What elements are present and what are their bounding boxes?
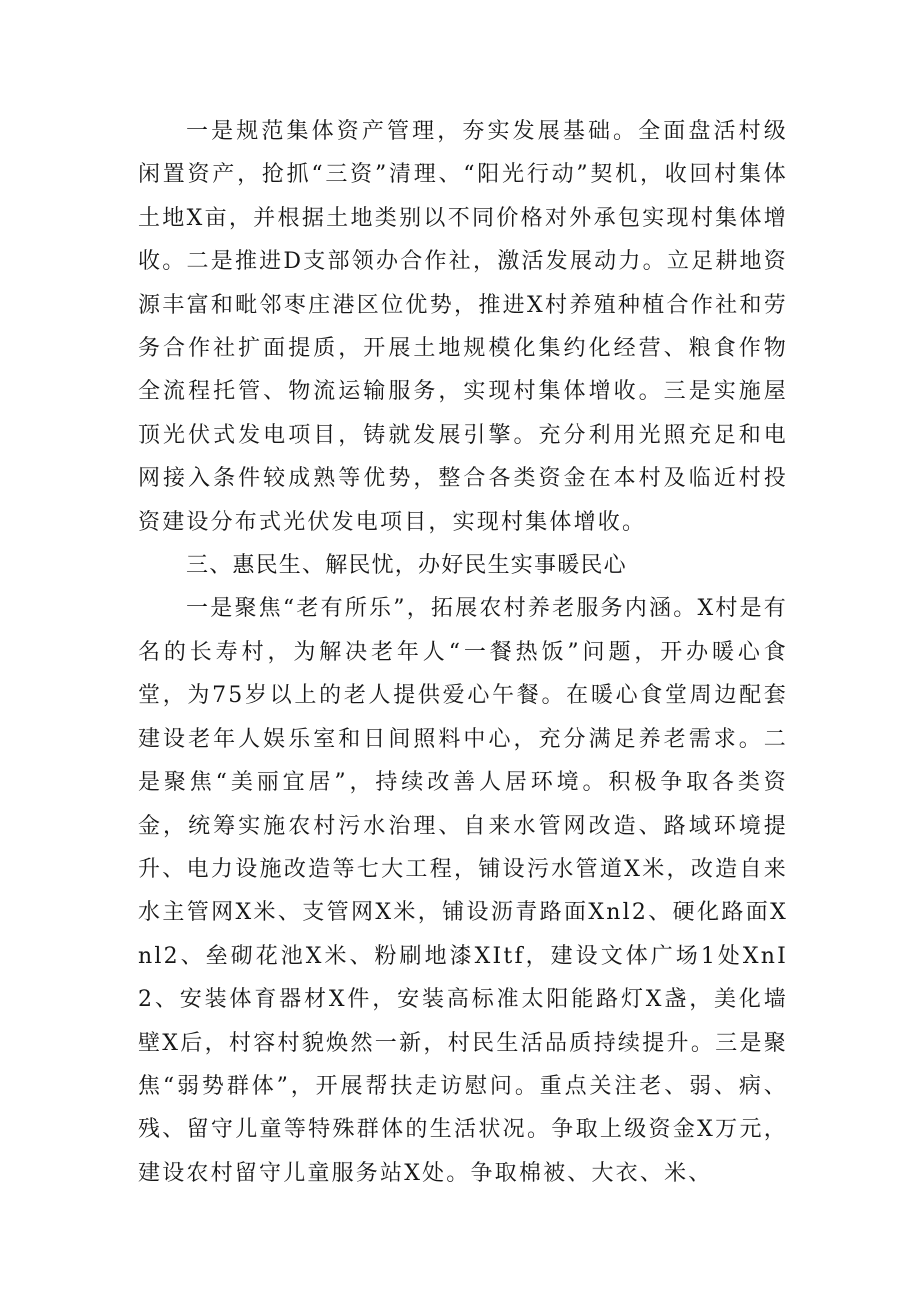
body-paragraph-collective-economy: 一是规范集体资产管理，夯实发展基础。全面盘活村级闲置资产，抢抓“三资”清理、“阳光行动”契机，收回村集体土地X亩，并根据土地类别以不同价格对外承包实现村集体增收。二是推进D支部领办合作社，激活发展动力。立足耕地资源丰富和毗邻枣庄港区位优势，推进X村养殖种植合作社和劳务合作社扩面提质，开展土地规模化集约化经营、粮食作物全流程托管、物流运输服务，实现村集体增收。三是实施屋顶光伏式发电项目，铸就发展引擎。充分利用光照充足和电网接入条件较成熟等优势，整合各类资金在本村及临近村投资建设分布式光伏发电项目，实现村集体增收。 <box>138 119 788 535</box>
section-heading: 三、惠民生、解民忧，办好民生实事暖民心 <box>186 553 627 579</box>
body-paragraph-livelihood: 一是聚焦“老有所乐”，拓展农村养老服务内涵。X村是有名的长寿村，为解决老年人“一餐热饭”问题，开办暖心食堂，为75岁以上的老人提供爱心午餐。在暖心食堂周边配套建设老年人娱乐室和日间照料中心，充分满足养老需求。二是聚焦“美丽宜居”，持续改善人居环境。积极争取各类资金，统筹实施农村污水治理、自来水管网改造、路域环境提升、电力设施改造等七大工程，铺设污水管道X米，改造自来水主管网X米、支管网X米，铺设沥青路面Xnl2、硬化路面Xnl2、垒砌花池X米、粉刷地漆XItf，建设文体广场1处XnI2、安装体育器材X件，安装高标准太阳能路灯X盏，美化墙壁X后，村容村貌焕然一新，村民生活品质持续提升。三是聚焦“弱势群体”，开展帮扶走访慰问。重点关注老、弱、病、残、留守儿童等特殊群体的生活状况。争取上级资金X万元，建设农村留守儿童服务站X处。争取棉被、大衣、米、 <box>138 596 788 1186</box>
document-body <box>138 110 788 1195</box>
